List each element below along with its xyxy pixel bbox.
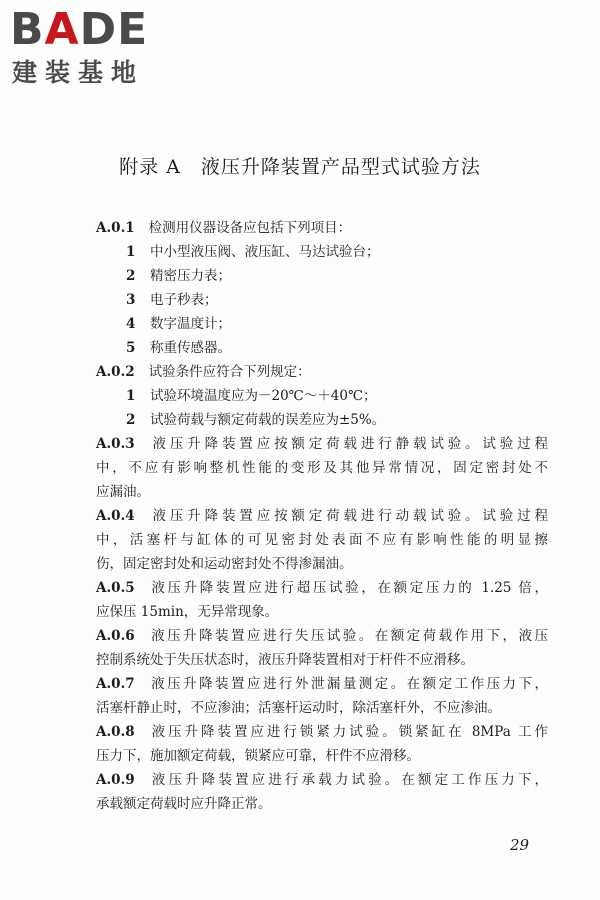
clause-a03-line: 中，不应有影响整机性能的变形及其他异常情况，固定密封处不 — [96, 460, 548, 476]
list-item: 4 数字温度计； — [126, 316, 231, 332]
logo — [10, 6, 180, 88]
clause-a05: A.0.5 液压升降装置应进行超压试验，在额定压力的 1.25 倍， — [96, 580, 548, 596]
clause-a08: A.0.8 液压升降装置应进行锁紧力试验。锁紧缸在 8MPa 工作 — [96, 724, 548, 740]
clause-a07: A.0.7 液压升降装置应进行外泄漏量测定。在额定工作压力下， — [96, 676, 548, 692]
clause-a06-line: 控制系统处于失压状态时，液压升降装置相对于杆件不应滑移。 — [96, 652, 474, 668]
clause-a04-line: 中，活塞杆与缸体的可见密封处表面不应有影响性能的明显擦 — [96, 532, 548, 548]
clause-a07-line: 活塞杆静止时，不应渗油；活塞杆运动时，除活塞杆外，不应渗油。 — [96, 700, 501, 716]
clause-a09: A.0.9 液压升降装置应进行承载力试验。在额定工作压力下， — [96, 772, 548, 788]
clause-a04-line: 伤，固定密封处和运动密封处不得渗漏油。 — [96, 556, 353, 572]
document-body — [96, 216, 548, 816]
clause-a05-line: 应保压 15min，无异常现象。 — [96, 604, 279, 620]
list-item: 1 试验环境温度应为－20℃～＋40℃； — [126, 388, 377, 404]
clause-a02: A.0.2 试验条件应符合下列规定： — [96, 364, 311, 380]
clause-a09-line: 承载额定荷载时应升降正常。 — [96, 796, 272, 812]
logo-subtitle: 建装基地 — [12, 58, 145, 87]
clause-a08-line: 压力下，施加额定荷载，锁紧应可靠，杆件不应滑移。 — [96, 748, 420, 764]
list-item: 5 称重传感器。 — [126, 340, 231, 356]
clause-a03: A.0.3 液压升降装置应按额定荷载进行静载试验。试验过程 — [96, 436, 548, 452]
list-item: 3 电子秒表； — [126, 292, 218, 308]
logo-wordmark: BADE — [10, 4, 149, 55]
clause-a03-line: 应漏油。 — [96, 484, 150, 500]
clause-a04: A.0.4 液压升降装置应按额定荷载进行动载试验。试验过程 — [96, 508, 548, 524]
list-item: 2 精密压力表； — [126, 268, 231, 284]
clause-a06: A.0.6 液压升降装置应进行失压试验。在额定荷载作用下，液压 — [96, 628, 548, 644]
page-title: 附录 A 液压升降装置产品型式试验方法 — [119, 156, 481, 178]
list-item: 1 中小型液压阀、液压缸、马达试验台； — [126, 244, 380, 260]
list-item: 2 试验荷载与额定荷载的误差应为±5%。 — [126, 412, 386, 428]
page-number: 29 — [510, 836, 530, 854]
clause-a01: A.0.1 检测用仪器设备应包括下列项目： — [96, 220, 352, 236]
